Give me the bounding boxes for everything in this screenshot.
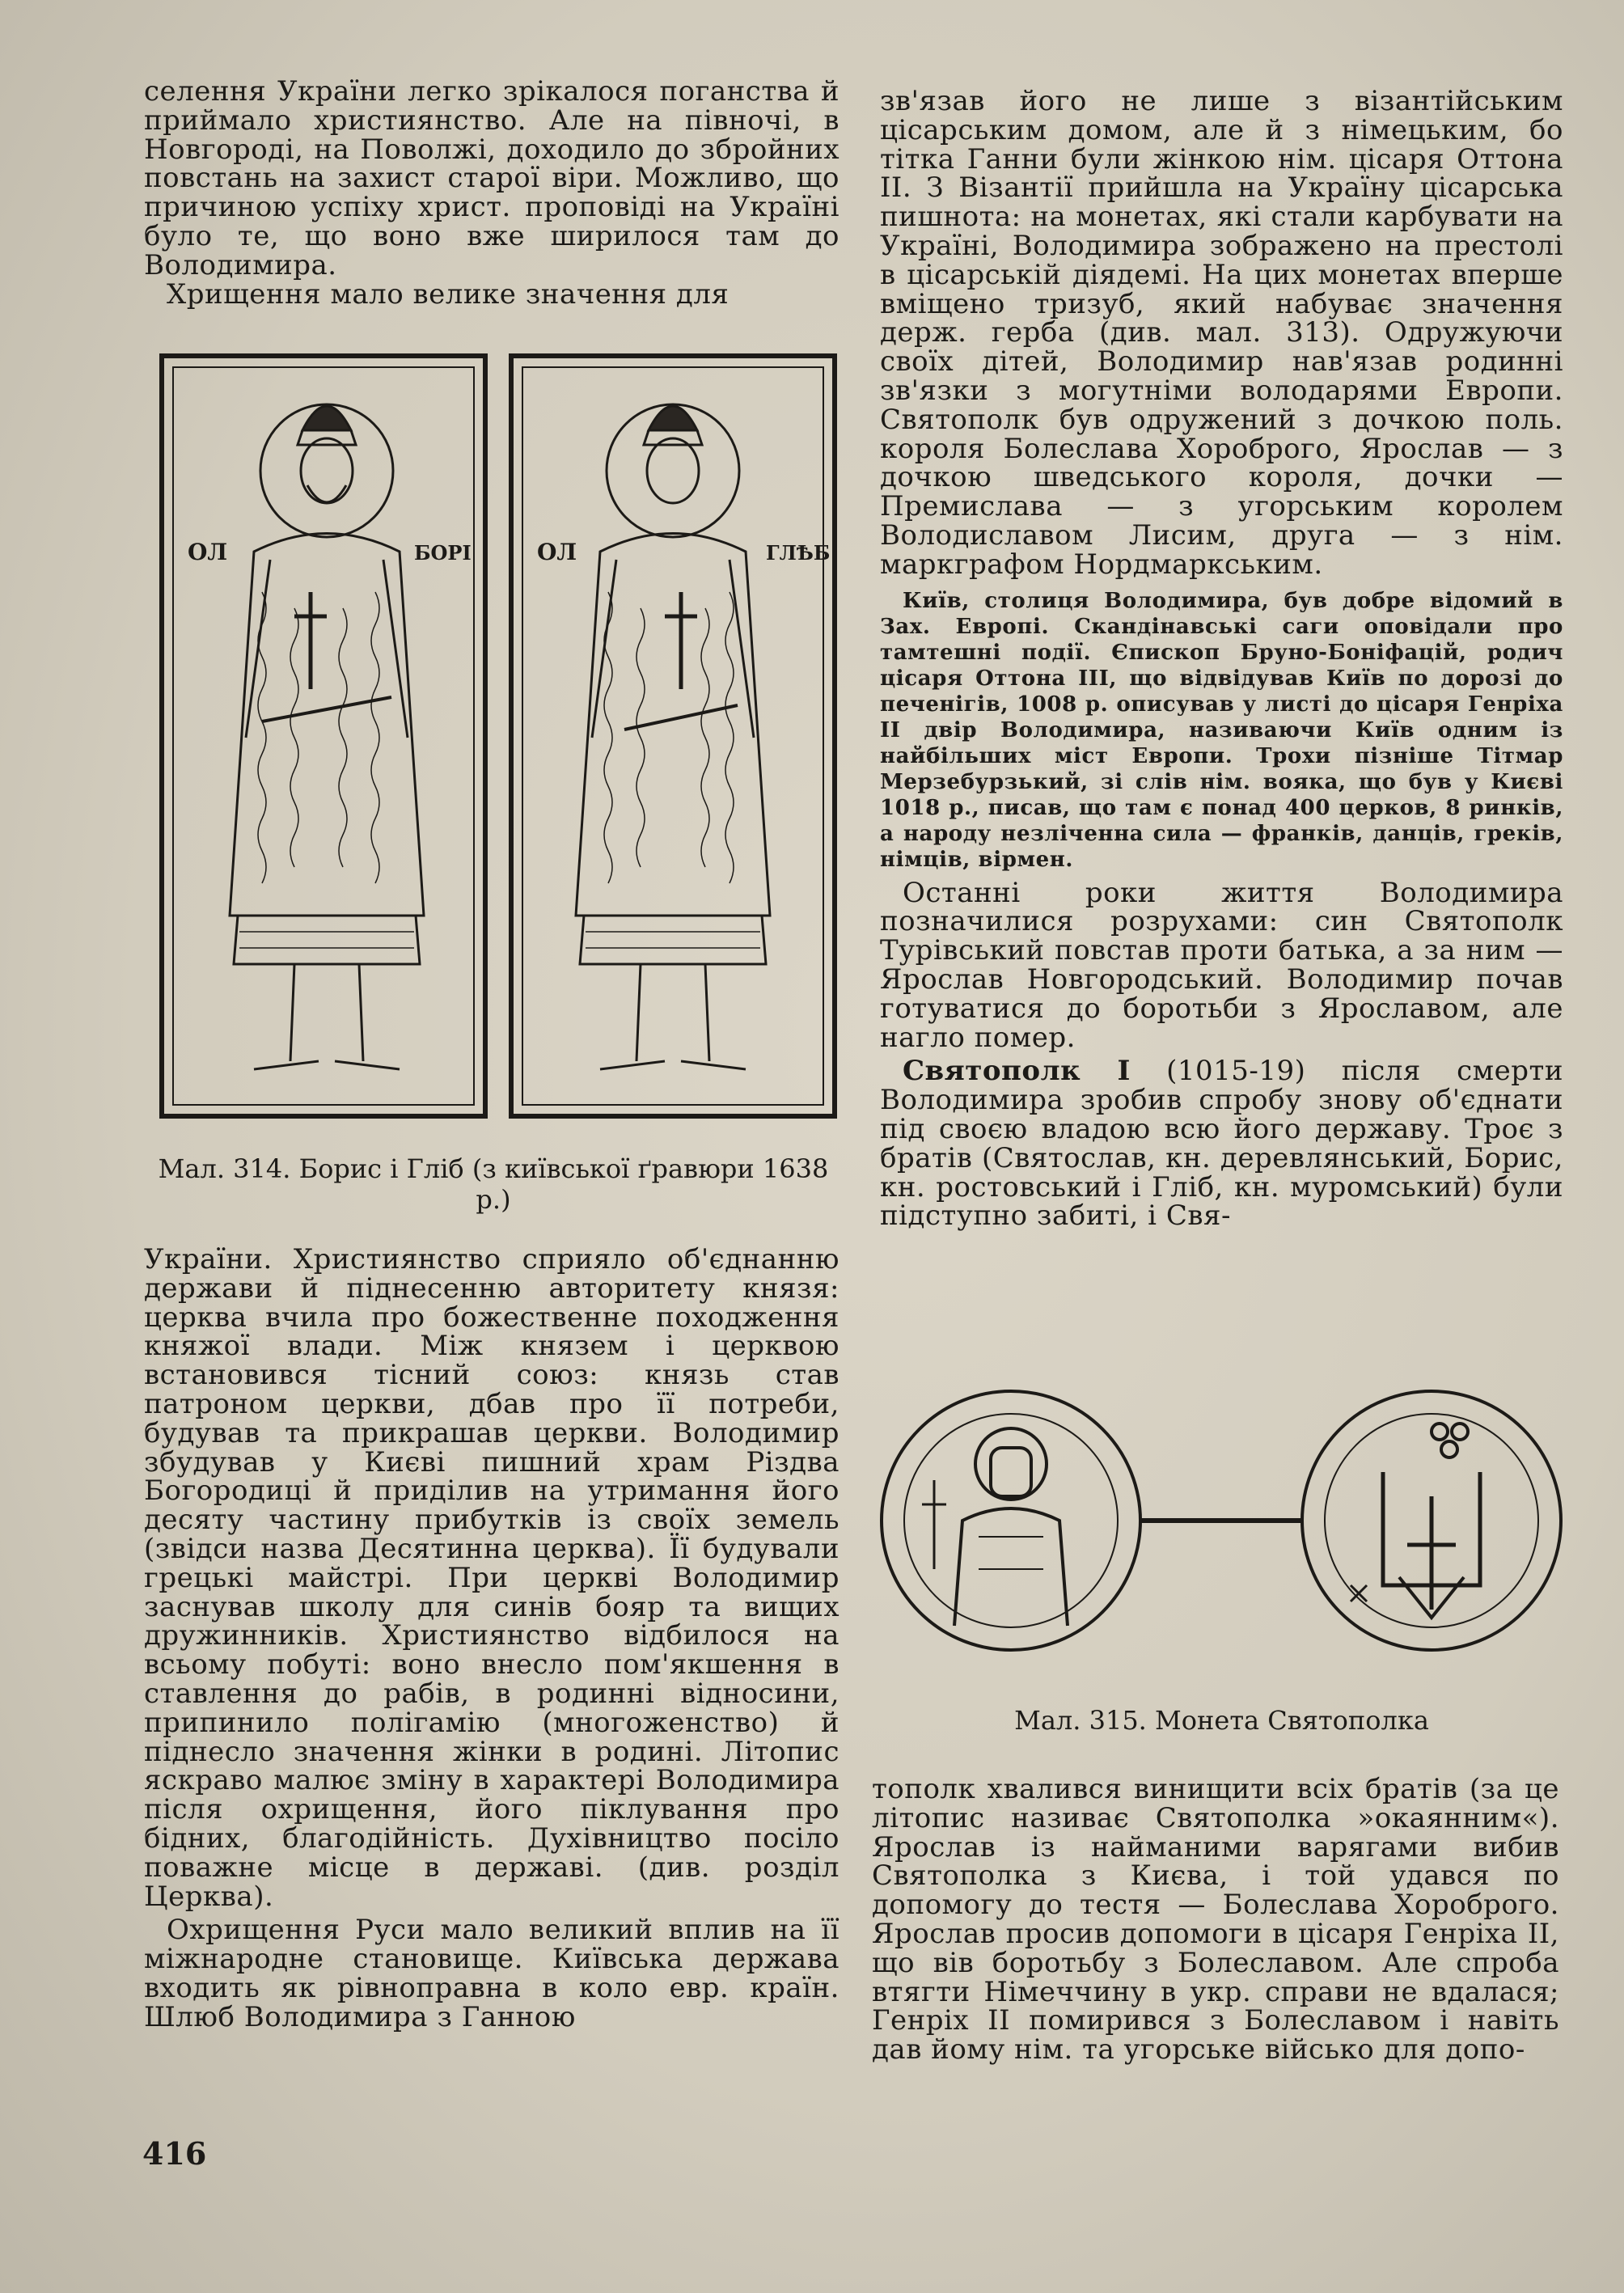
left-column-lower [144, 1243, 839, 2033]
boris-panel [162, 356, 485, 1116]
right-paragraph-1: зв'язав його не лише з візантійським цісарським домом, але й з німецьким, бо тітка Ганни були жінкою нім. цісаря Оттона II. З Візантії прийшла на Україну цісарська пишнота: на монетах, які стали карбувати на Україні, Володимира зображено на престолі в цісарській діядемі. На цих монетах вперше вміщено тризуб, який набуває значення держ. герба (див. мал. 313). Одружуючи своїх дітей, Володимир нав'язав родинні зв'язки з могутніми володарями Европи. Святополк був одружений з дочкою поль. короля Болеслава Хороброго, Ярослав — з дочкою шведського короля, дочки — Премислава — з угорським королем Володиславом Лисим, друга — з нім. маркграфом Нордмаркським. [880, 85, 1563, 581]
gleb-label-left: ОЛ [537, 539, 577, 565]
right-paragraph-2: Останні роки життя Володимира позначилися розрухами: син Святополк Турівський повстав проти батька, а за ним — Ярослав Новгородський. Володимир почав готуватися до боротьби з Ярославом, але нагло помер. [880, 876, 1563, 1054]
figure-315-caption-wrap [880, 1705, 1563, 1736]
boris-label-left: ОЛ [188, 539, 228, 565]
right-paragraph-4: тополк хвалився винищити всіх братів (за це літопис називає Святополка »окаянним«). Ярослав із найманими варягами вибив Святополка з Києва, і той удався по допомогу до тестя — Болеслава Хороброго. Ярослав просив допомоги в цісаря Генріха II, що вів боротьбу з Болеславом. Але спроба втягти Німеччину в укр. справи не вдалася; Генріх II помирився з Болеславом і навіть дав йому нім. та угорське військо для допо- [872, 1773, 1559, 2067]
figure-315 [873, 1383, 1569, 1658]
figure-314 [155, 349, 843, 1142]
page-number: 416 [142, 2135, 207, 2172]
boris-label-right: БОРІ [414, 541, 472, 565]
figure-314-caption: Мал. 314. Борис і Гліб (з київської ґравюри 1638 р.) [158, 1153, 829, 1215]
gleb-panel [511, 356, 835, 1116]
right-paragraph-3 [880, 1057, 1563, 1231]
figure-314-caption-wrap [144, 1153, 843, 1215]
left-paragraph-2: Хрищення мало велике значення для [167, 277, 730, 311]
left-column [144, 75, 839, 311]
svyatopolk-heading: Святополк I [903, 1055, 1131, 1088]
left-paragraph-3: України. Християнство сприяло об'єднанню держави й піднесенню авторитету князя: церква вчила про божественне походження княжої влади. Між князем і церквою встановився тісний союз: князь став патроном церкви, дбав про її потреби, будував та прикрашав церкви. Володимир збудував у Києві пишний храм Різдва Богородиці й приділив на утримання його десяту частину прибутків із своїх земель (звідси назва Десятинна церква). Її будували грецькі майстрі. При церкві Володимир заснував школу для синів бояр та вищих дружинників. Християнство відбилося на всьому побуті: воно внесло пом'якшення в ставлення до рабів, в родинні відносини, припинило полігамію (многоженство) й піднесло значення жінки в родині. Літопис яскраво малює зміну в характері Володимира після охрищення, його піклування про бідних, благодійність. Духівництво посіло поважне місце в державі. (див. розділ Церква). [144, 1243, 839, 1913]
left-paragraph-4: Охрищення Руси мало великий вплив на її міжнародне становище. Київська держава входить як рівноправна в коло евр. країн. Шлюб Володимира з Ганною [144, 1914, 839, 2033]
svyatopolk-coin [873, 1383, 1569, 1658]
boris-gleb-engraving [155, 349, 843, 1142]
right-small-paragraph: Київ, столиця Володимира, був добре відомий в Зах. Европі. Скандінавські саги оповідали про тамтешні події. Єпископ Бруно-Боніфацій, родич цісаря Оттона III, що відвідував Київ по дорозі до печенігів, 1008 р. описував у листі до цісаря Генріха II двір Володимира, називаючи Київ одним із найбільших міст Европи. Трохи пізніше Тітмар Мерзебурзький, зі слів нім. вояка, що був у Києві 1018 р., писав, що там є понад 400 церков, 8 ринків, а народу незліченна сила — франків, данців, греків, німців, вірмен. [880, 588, 1563, 872]
right-column [880, 87, 1563, 1231]
right-column-lower [872, 1775, 1559, 2065]
gleb-label-right: ГЛѢБ [766, 541, 831, 565]
left-paragraph-1: селення України легко зрікалося поганства й приймало християнство. Але на півночі, в Новгороді, на Поволжі, доходило до збройних повстань на захист старої віри. Можливо, що причиною успіху христ. проповіді на Україні було те, що воно вже ширилося там до Володимира. [144, 75, 839, 281]
right-paragraph-3-text: (1015-19) після смерти Володимира зробив спробу знову об'єднати під своєю владою всю його державу. Троє з братів (Святослав, кн. деревлянський, Борис, кн. ростовський і Гліб, кн. муромський) були підступно забиті, і Свя- [880, 1055, 1563, 1233]
figure-315-caption: Мал. 315. Монета Святополка [1014, 1705, 1429, 1736]
